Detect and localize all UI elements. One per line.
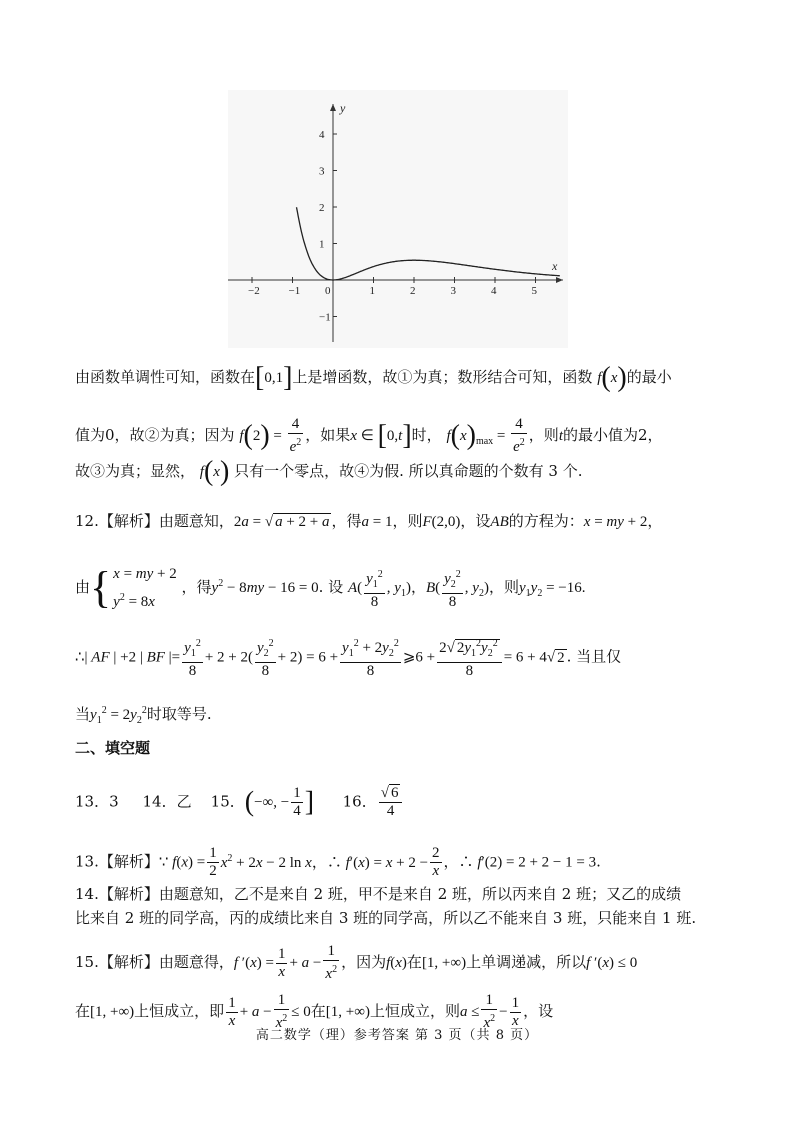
text: 上是增函数，故①为真；数形结合可知，函数 xyxy=(292,368,593,386)
text: 时， xyxy=(411,426,442,444)
text: 上恒成立，即 xyxy=(134,1002,225,1020)
x-tick-label: −2 xyxy=(248,285,260,297)
text: ，如果 xyxy=(305,426,351,444)
answer-13: 13．3 xyxy=(75,792,119,811)
text: ，设 xyxy=(523,1002,554,1020)
x-tick-label: 4 xyxy=(491,285,497,297)
section-heading: 二、填空题 xyxy=(75,739,151,757)
text: . xyxy=(596,852,601,871)
graph-svg xyxy=(228,90,568,348)
para-line-2: 值为0，故②为真；因为 f(2) = $\frac{4}{e^2}$ ，如果x ∈ [0,t]时， $f(x)_{max}$ = $\frac{4}{e^2}$ ，则t的最小值为2， xyxy=(75,416,663,455)
y-tick-label: 4 xyxy=(319,129,325,141)
text: 在 xyxy=(75,1002,91,1020)
answer-14: 14．乙 xyxy=(142,792,192,811)
x-tick-label: 2 xyxy=(410,285,416,297)
text: 的最小 xyxy=(626,368,672,386)
q12-line-1: 12.【解析】由题意知，2a = √ a + 2 + a ，得a = 1，则F(2,0)，设AB的方程为：x = my + 2， xyxy=(75,512,663,530)
x-tick-label: 3 xyxy=(450,285,456,297)
x-tick-label: 0 xyxy=(325,285,331,297)
text: 上单调递减，所以 xyxy=(466,953,587,971)
text: 故③为真；显然， xyxy=(75,462,196,480)
y-tick-label: 3 xyxy=(319,165,325,178)
text: 在 xyxy=(406,953,422,971)
text: ，得 xyxy=(331,512,362,530)
q15-line-2: 在[1, +∞)上恒成立，即 $\frac{1}{x}$ + a − $\frac{1}{x^2}$ ≤ 0在[1, +∞)上恒成立，则a ≤ $\frac{1}{x^2}$ − $\frac{1}{x}$ ，设 xyxy=(75,992,554,1031)
text: ，得 xyxy=(181,578,212,596)
text: . 当且仅 xyxy=(566,647,622,666)
x-axis-label: x xyxy=(552,259,558,273)
x-tick-label: 5 xyxy=(531,285,537,297)
x-tick-label: −1 xyxy=(288,285,301,297)
text: ，因为 xyxy=(341,953,387,971)
x-axis-arrow xyxy=(556,277,563,283)
q15-line-1: 15.【解析】由题意得，f ′(x) = $\frac{1}{x}$ + a − $\frac{1}{x^2}$ ，因为f(x)在[1, +∞)上单调递减，所以f ′(x) ≤ 0 xyxy=(75,943,638,982)
y-axis-arrow xyxy=(330,104,336,111)
para-line-1: 由函数单调性可知，函数在[0,1]上是增函数，故①为真；数形结合可知，函数 f(x)的最小 xyxy=(75,362,672,393)
text: 由函数单调性可知，函数在 xyxy=(75,368,256,386)
text: 当 xyxy=(75,705,91,723)
text: 只有一个零点，故④为假. 所以真命题的个数有 3 个. xyxy=(234,462,583,480)
text: 12.【解析】由题意知， xyxy=(75,512,234,530)
text: 值为0，故②为真；因为 xyxy=(75,426,235,444)
text: 在 xyxy=(310,1002,326,1020)
text: . 设 xyxy=(318,578,344,596)
text: 的方程为： xyxy=(508,512,584,530)
text: 由 xyxy=(75,578,91,596)
text: 上恒成立，则 xyxy=(369,1002,460,1020)
label: 13.【解析】 xyxy=(75,852,159,871)
q13-line: 13.【解析】∵ f(x) = $\frac{1}{2}$ $x^2 + 2x - 2$ ln x，∴ f′(x) = x + 2 − $\frac{2}{x}$ ，∴ f′(2) = 2 + 2 − 1 = 3. xyxy=(75,845,601,879)
page-footer: 高二数学（理）参考答案 第 3 页（共 8 页） xyxy=(255,1028,539,1043)
answer-15: 15． xyxy=(210,792,245,811)
para-line-3: 故③为真；显然， f(x) 只有一个零点，故④为假. 所以真命题的个数有 3 个. xyxy=(75,456,583,487)
function-graph xyxy=(228,90,568,348)
label: 15.【解析】由题意得， xyxy=(75,953,234,971)
x-tick-label: 1 xyxy=(369,285,375,297)
y-tick-label: −1 xyxy=(319,311,331,324)
text: ，则 xyxy=(488,578,519,596)
y-tick-label: 2 xyxy=(319,202,325,214)
text: ，则 xyxy=(392,512,423,530)
q14-line-1: 14.【解析】由题意知，乙不是来自 2 班，甲不是来自 2 班，所以丙来自 2 班；又乙的成绩 xyxy=(75,885,682,903)
text: ，设 xyxy=(460,512,491,530)
q14-line-2: 比来自 2 班的同学高，丙的成绩比来自 3 班的同学高，所以乙不能来自 3 班，只能来自 1 班. xyxy=(75,909,697,927)
y-axis-label: y xyxy=(340,101,346,115)
answer-16: 16． xyxy=(342,792,377,811)
answers-line: 13．3 14．乙 15．(−∞, − $\frac{1}{4}$ ] 16． $\frac{√ 6}{4}$ xyxy=(75,785,404,820)
y-tick-label: 1 xyxy=(319,238,325,251)
q12-line-3: ∴| AF | +2 | BF |= $\frac{y_1^2}{8}$ + 2 + 2( $\frac{y_2^2}{8}$ + 2) = 6 + $\frac{y_1^2 + 2y_2^2}{8}$ ⩾6 + $\frac{2√ 2y_1^2y_2^2}{8}$ = 6 + 4√ 2 . 当且仅 xyxy=(75,635,621,680)
text: ，则 xyxy=(528,426,559,444)
text: 时取等号. xyxy=(146,705,212,723)
q12-line-2: 由{ x = my + 2 $y^2 = 8x$ ，得$y^2 - 8my - 16 = 0$. 设 A( $\frac{y_1^2}{8}$ , $y_1$)，B( $\frac{y_2^2}{8}$ , $y_2$)，则$y_1y_2 = -16$. xyxy=(75,563,586,612)
text: 的最小值为2， xyxy=(562,426,663,444)
q12-line-4: 当$y_1^2 = 2y_2^2$时取等号. xyxy=(75,705,212,726)
